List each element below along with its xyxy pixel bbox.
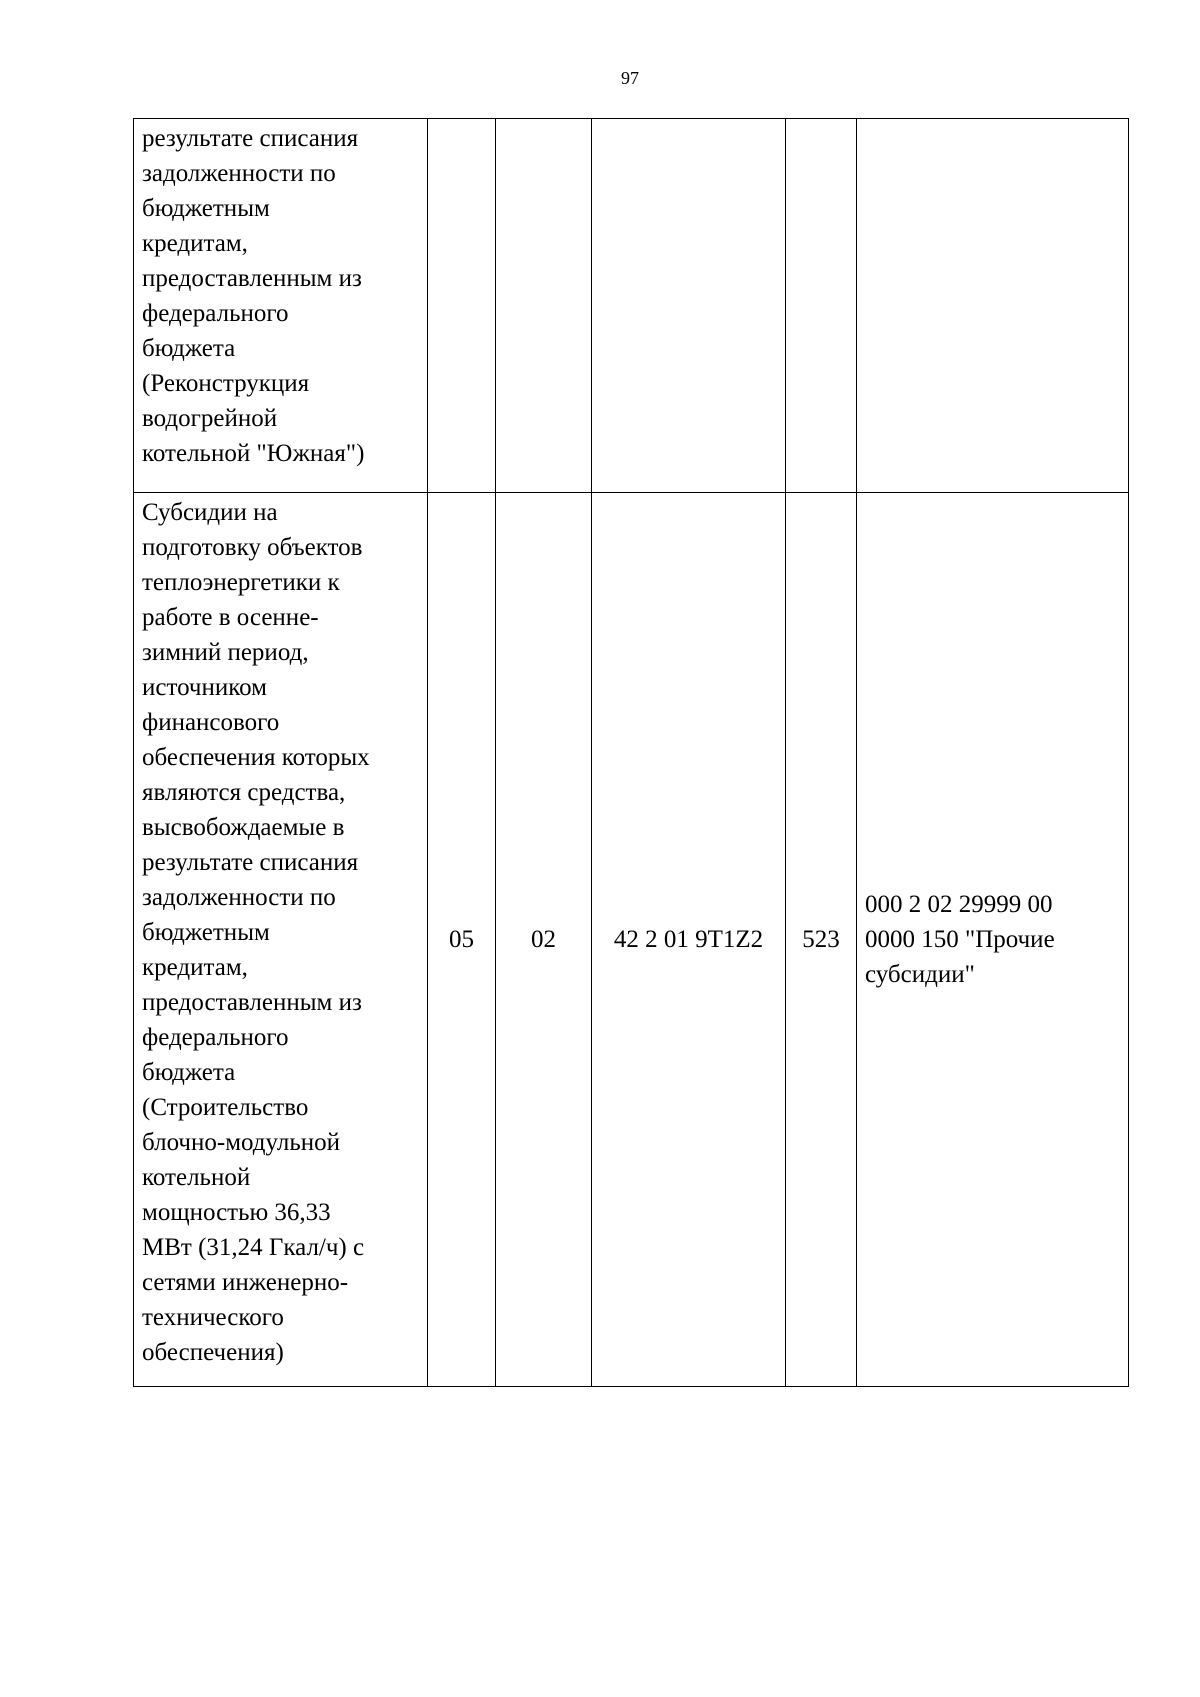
expense-type-cell <box>786 119 857 493</box>
description-line: задолженности по <box>142 884 336 911</box>
description-line: котельной <box>142 1164 251 1191</box>
description-line: (Реконструкция <box>142 370 310 397</box>
section-cell <box>428 119 496 493</box>
description-line: работе в осенне- <box>142 604 319 631</box>
description-line: предоставленным из <box>142 265 362 292</box>
description-line: Субсидии на <box>142 499 278 526</box>
description-line: результате списания <box>142 849 359 876</box>
description-line: зимний период, <box>142 639 309 666</box>
table-row <box>134 119 1129 493</box>
description-line: кредитам, <box>142 230 248 257</box>
description-line: МВт (31,24 Гкал/ч) с <box>142 1234 365 1261</box>
description-line: бюджета <box>142 335 236 362</box>
description-line: котельной "Южная") <box>142 440 365 467</box>
budget-table <box>133 118 1129 1387</box>
page-number: 97 <box>621 68 639 88</box>
expense-type-cell: 523 <box>786 493 857 1387</box>
description-line: теплоэнергетики к <box>142 569 340 596</box>
description-line: источником <box>142 674 267 701</box>
description-cell <box>134 119 428 493</box>
description-line: водогрейной <box>142 405 278 432</box>
description-line: являются средства, <box>142 779 346 806</box>
description-line: сетями инженерно- <box>142 1269 349 1296</box>
description-line: обеспечения которых <box>142 744 370 771</box>
description-line: высвобождаемые в <box>142 814 345 841</box>
revenue-code-line: 000 2 02 29999 00 <box>865 891 1053 918</box>
revenue-code-cell <box>857 493 1129 1387</box>
target-article-cell <box>592 119 786 493</box>
revenue-code-line: субсидии" <box>865 961 975 988</box>
description-line: федерального <box>142 300 289 327</box>
section-cell: 05 <box>428 493 496 1387</box>
table-row <box>134 493 1129 1387</box>
target-article-cell: 42 2 01 9Т1Z2 <box>592 493 786 1387</box>
description-line: мощностью 36,33 <box>142 1199 331 1226</box>
description-line: задолженности по <box>142 160 336 187</box>
description-line: подготовку объектов <box>142 534 363 561</box>
description-line: бюджетным <box>142 195 270 222</box>
description-line: федерального <box>142 1024 289 1051</box>
subsection-cell: 02 <box>496 493 592 1387</box>
description-line: обеспечения) <box>142 1339 284 1366</box>
description-line: финансового <box>142 709 280 736</box>
description-line: результате списания <box>142 125 359 152</box>
revenue-code-cell <box>857 119 1129 493</box>
description-line: бюджета <box>142 1059 236 1086</box>
description-line: (Строительство <box>142 1094 309 1121</box>
description-line: бюджетным <box>142 919 270 946</box>
revenue-code-line: 0000 150 "Прочие <box>865 926 1055 953</box>
description-line: блочно-модульной <box>142 1129 341 1156</box>
subsection-cell <box>496 119 592 493</box>
description-line: технического <box>142 1304 284 1331</box>
description-line: кредитам, <box>142 954 248 981</box>
description-cell <box>134 493 428 1387</box>
description-line: предоставленным из <box>142 989 362 1016</box>
